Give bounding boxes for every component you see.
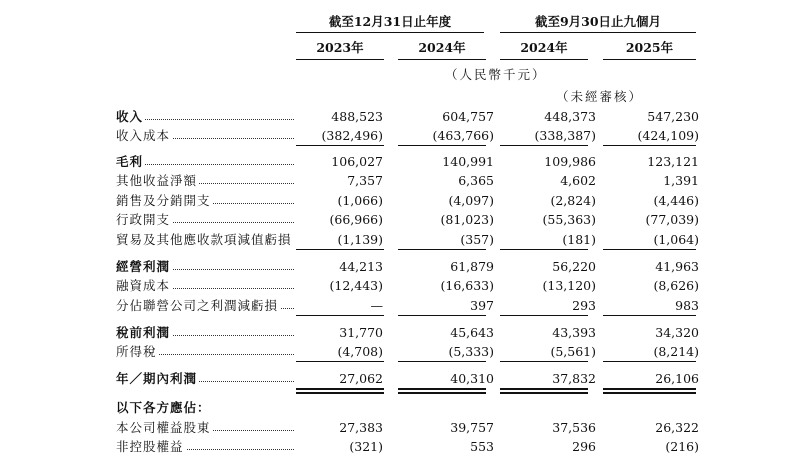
row-value: 26,322 (655, 420, 699, 435)
table-row (0, 277, 789, 295)
row-value: (424,109) (637, 128, 699, 143)
total-double-rule (603, 392, 696, 394)
row-label (116, 277, 294, 295)
row-value: 37,832 (552, 371, 596, 386)
row-value: 488,523 (331, 109, 383, 124)
row-label-text: 融資成本 (116, 278, 171, 293)
table-row (0, 438, 789, 456)
row-label (116, 297, 294, 315)
row-value: 31,770 (339, 325, 383, 340)
period-2024-header: 2024年 (520, 40, 568, 55)
subtotal-rule (296, 315, 384, 316)
row-value: 123,121 (647, 154, 699, 169)
row-value: (357) (460, 232, 494, 247)
row-value: (55,363) (542, 212, 596, 227)
row-label (116, 153, 294, 171)
row-value: 34,320 (655, 325, 699, 340)
subtotal-rule (603, 249, 696, 250)
subtotal-rule (398, 388, 486, 390)
row-value: (382,496) (321, 128, 383, 143)
row-value: (81,023) (440, 212, 494, 227)
row-value: (77,039) (645, 212, 699, 227)
header-group2-rule (500, 32, 696, 33)
row-label (116, 211, 294, 229)
currency-note: （人民幣千元） (445, 67, 547, 82)
row-value: 397 (470, 298, 494, 313)
row-label (116, 127, 294, 145)
subtotal-rule (296, 145, 384, 146)
row-label (116, 258, 294, 276)
row-value: (463,766) (432, 128, 494, 143)
row-value: (8,626) (653, 278, 699, 293)
row-label-text: 所得稅 (116, 344, 157, 359)
row-label-text: 行政開支 (116, 212, 171, 227)
row-value: 553 (470, 439, 494, 454)
period-2024-rule (500, 59, 588, 60)
row-label (116, 419, 294, 437)
total-double-rule (500, 392, 588, 394)
subtotal-rule (603, 315, 696, 316)
row-label-text: 收入 (116, 109, 144, 124)
total-double-rule (296, 392, 384, 394)
subtotal-rule (603, 388, 696, 390)
subtotal-rule (500, 361, 588, 362)
header-group-year-ended: 截至12月31日止年度 (328, 14, 452, 29)
subtotal-rule (296, 249, 384, 250)
row-value: 37,536 (552, 420, 596, 435)
row-label-text: 其他收益淨額 (116, 173, 198, 188)
row-label (116, 231, 294, 249)
row-value: (5,333) (448, 344, 494, 359)
subtotal-rule (296, 388, 384, 390)
table-row (0, 343, 789, 361)
row-label-text: 年／期內利潤 (116, 371, 198, 386)
row-value: 448,373 (544, 109, 596, 124)
table-row (0, 297, 789, 315)
row-value: 109,986 (544, 154, 596, 169)
table-row (0, 172, 789, 190)
row-value: 61,879 (450, 259, 494, 274)
subtotal-rule (398, 315, 486, 316)
subtotal-rule (500, 249, 588, 250)
row-value: 1,391 (663, 173, 699, 188)
subtotal-rule (398, 249, 486, 250)
row-label-text: 分佔聯營公司之利潤減虧損 (116, 298, 279, 313)
row-label-text: 稅前利潤 (116, 325, 171, 340)
row-value: 41,963 (655, 259, 699, 274)
subtotal-rule (398, 145, 486, 146)
row-value: 26,106 (655, 371, 699, 386)
subtotal-rule (398, 361, 486, 362)
year-2023-rule (296, 59, 384, 60)
subtotal-rule (500, 145, 588, 146)
row-value: (8,214) (653, 344, 699, 359)
row-label (116, 192, 294, 210)
row-value: (1,066) (337, 193, 383, 208)
table-row (0, 192, 789, 210)
header-group-nine-months: 截至9月30日止九個月 (534, 14, 662, 29)
row-label-text: 收入成本 (116, 128, 171, 143)
row-value: 27,062 (339, 371, 383, 386)
table-row (0, 153, 789, 171)
table-row (0, 211, 789, 229)
row-value: 7,357 (347, 173, 383, 188)
row-label (116, 324, 294, 342)
subtotal-rule (603, 361, 696, 362)
row-value: (1,064) (653, 232, 699, 247)
row-label (116, 108, 294, 126)
row-value: (181) (562, 232, 596, 247)
row-value: (13,120) (542, 278, 596, 293)
subtotal-rule (500, 388, 588, 390)
row-value: 293 (572, 298, 596, 313)
year-2023-header: 2023年 (316, 40, 364, 55)
row-label-text: 經營利潤 (116, 259, 171, 274)
row-value: 43,393 (552, 325, 596, 340)
row-value: 604,757 (442, 109, 494, 124)
row-value: (216) (665, 439, 699, 454)
table-row (0, 127, 789, 145)
row-value: 27,383 (339, 420, 383, 435)
row-value: 39,757 (450, 420, 494, 435)
row-value: (4,097) (448, 193, 494, 208)
row-value: (12,443) (329, 278, 383, 293)
row-value: (16,633) (440, 278, 494, 293)
row-value: (1,139) (337, 232, 383, 247)
row-value: (4,708) (337, 344, 383, 359)
row-label-text: 本公司權益股東 (116, 420, 211, 435)
row-value: (338,387) (534, 128, 596, 143)
table-row (0, 231, 789, 249)
row-label-text: 非控股權益 (116, 439, 184, 454)
row-label-text: 貿易及其他應收款項減值虧損 (116, 232, 292, 247)
table-row (0, 108, 789, 126)
year-2024-header: 2024年 (418, 40, 466, 55)
row-value: 296 (572, 439, 596, 454)
row-value: — (370, 298, 383, 313)
row-label (116, 370, 294, 388)
row-label (116, 343, 294, 361)
row-label (116, 172, 294, 190)
row-value: 45,643 (450, 325, 494, 340)
period-2025-rule (603, 59, 696, 60)
table-row (0, 419, 789, 437)
total-double-rule (398, 392, 486, 394)
row-value: 140,991 (442, 154, 494, 169)
header-group1-rule (296, 32, 484, 33)
row-value: (321) (349, 439, 383, 454)
table-row (0, 324, 789, 342)
row-value: 44,213 (339, 259, 383, 274)
row-label-text: 銷售及分銷開支 (116, 193, 211, 208)
row-value: 4,602 (560, 173, 596, 188)
unaudited-note: （未經審核） (556, 89, 644, 104)
row-value: (2,824) (550, 193, 596, 208)
row-value: 6,365 (458, 173, 494, 188)
subtotal-rule (296, 361, 384, 362)
table-row (0, 370, 789, 388)
subtotal-rule (603, 145, 696, 146)
attributable-section-heading: 以下各方應佔： (116, 400, 211, 415)
row-value: 40,310 (450, 371, 494, 386)
row-value: 547,230 (647, 109, 699, 124)
row-value: (4,446) (653, 193, 699, 208)
row-label (116, 438, 294, 456)
row-value: 106,027 (331, 154, 383, 169)
period-2025-header: 2025年 (625, 40, 674, 55)
year-2024-rule (398, 59, 486, 60)
table-row (0, 258, 789, 276)
row-value: 56,220 (552, 259, 596, 274)
row-label-text: 毛利 (116, 154, 144, 169)
subtotal-rule (500, 315, 588, 316)
row-value: 983 (675, 298, 699, 313)
row-value: (66,966) (329, 212, 383, 227)
row-value: (5,561) (550, 344, 596, 359)
